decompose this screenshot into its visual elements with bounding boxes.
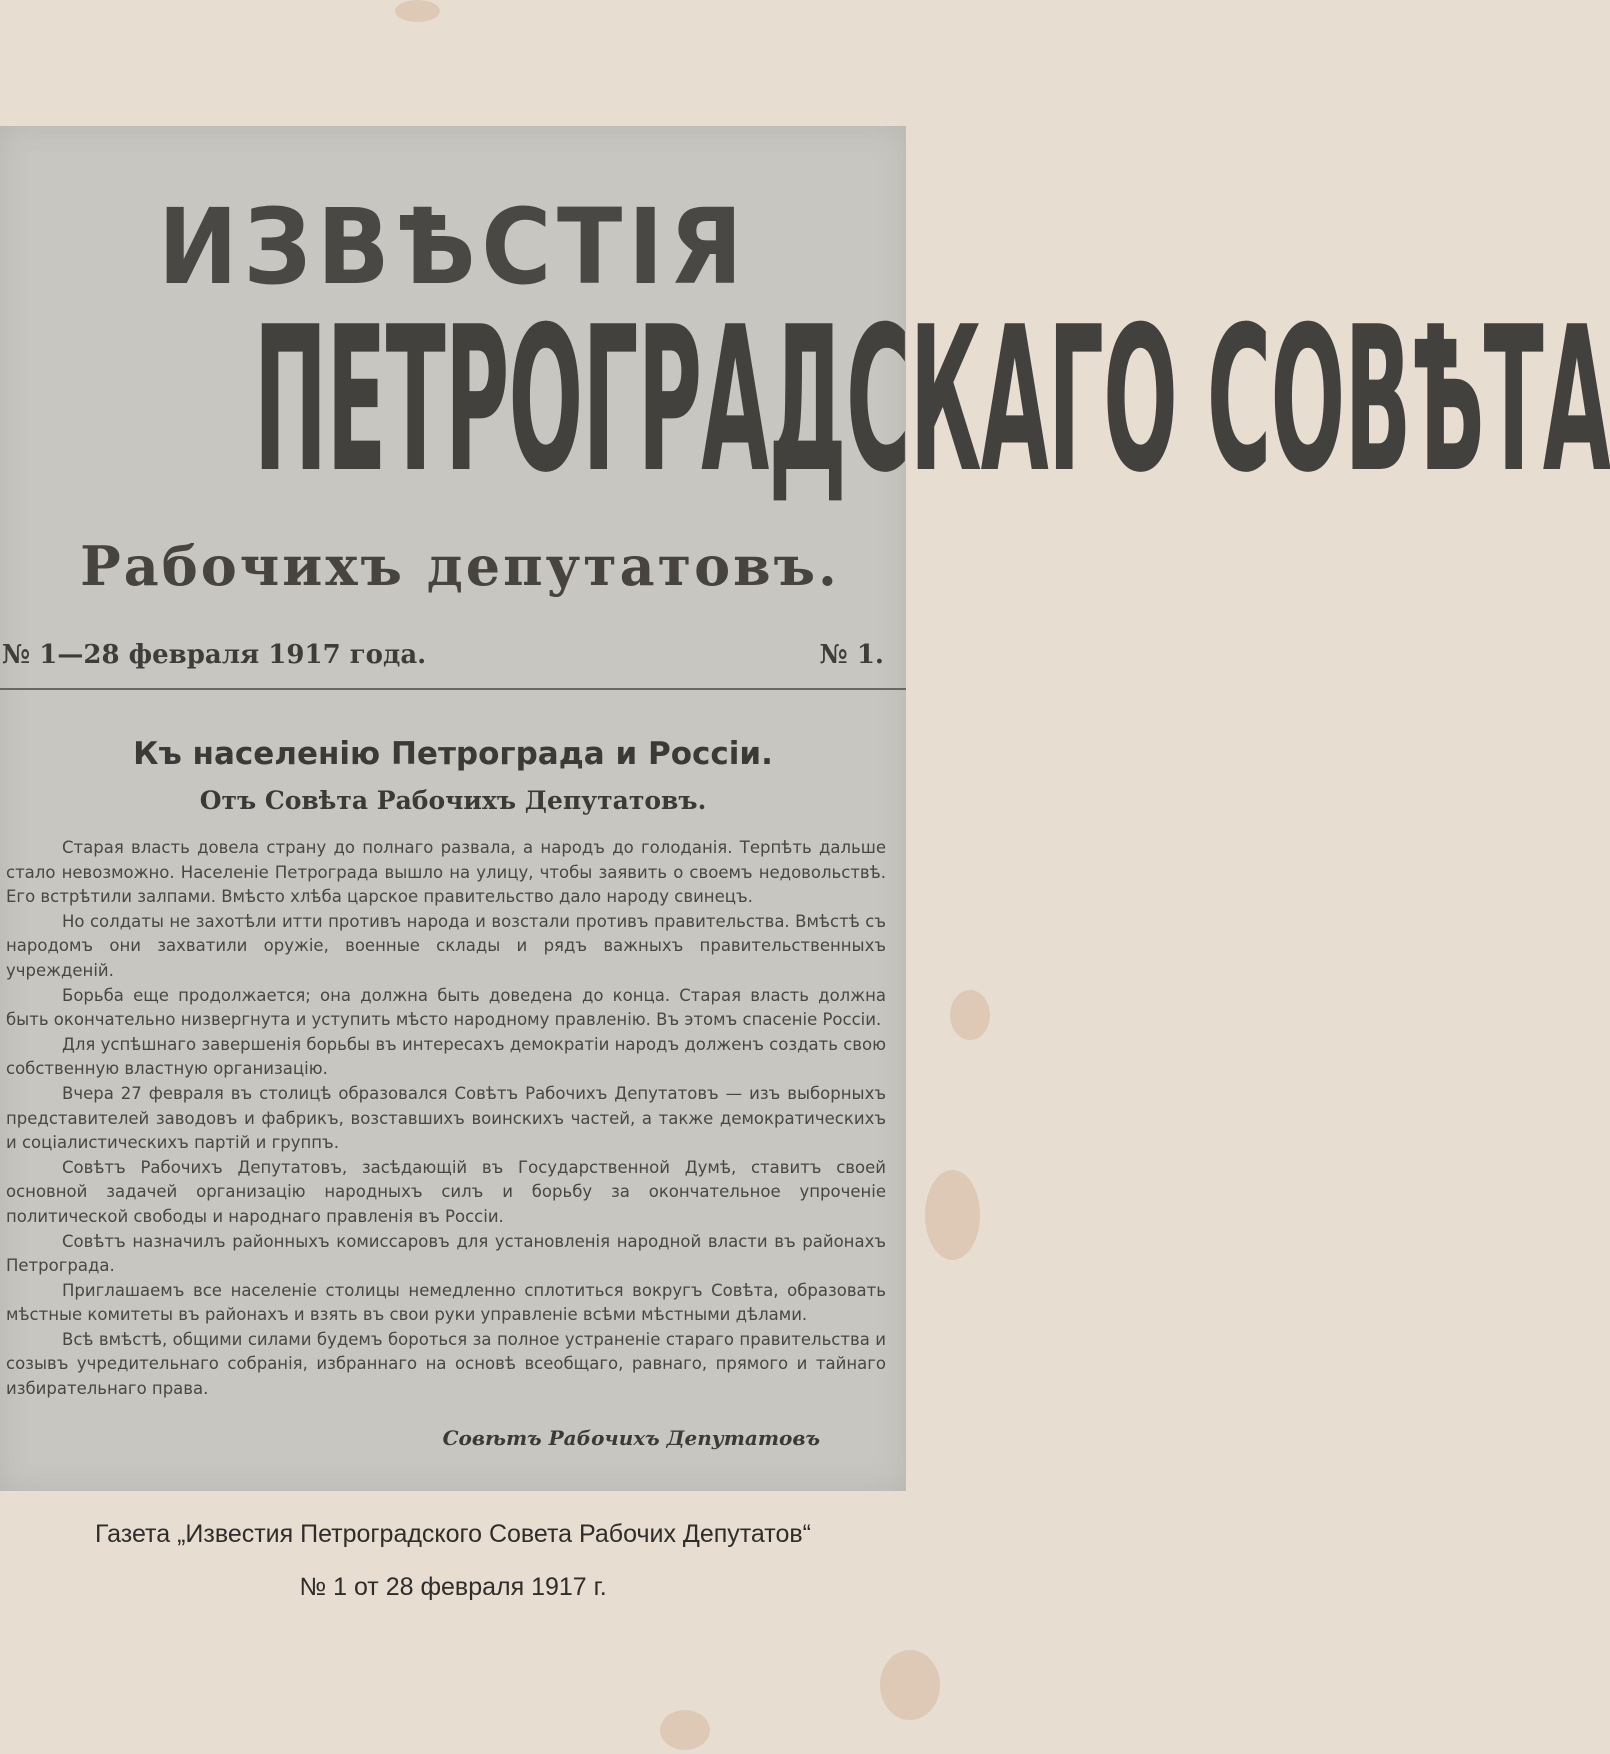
- caption-line2: № 1 от 28 февраля 1917 г.: [299, 1573, 607, 1601]
- paper-stain: [660, 1710, 710, 1750]
- masthead-title-line3: Рабочихъ депутатовъ.: [80, 534, 840, 598]
- masthead-title-line2: ПЕТРОГРАДСКАГО СОВѢТА: [253, 284, 1610, 517]
- paper-stain: [950, 990, 990, 1040]
- article-body: [6, 836, 886, 1402]
- article-paragraph: Приглашаемъ все населеніе столицы немедленно сплотиться вокругъ Совѣта, образовать мѣстные комитеты въ районахъ и взять въ свои руки управленіе всѣми мѣстными дѣлами.: [6, 1280, 886, 1325]
- newspaper-leaflet: [0, 126, 1610, 1491]
- article-paragraph: Совѣтъ Рабочихъ Депутатовъ, засѣдающій въ Государственной Думѣ, ставитъ своей основной задачей организацію народныхъ силъ и борьбу за окончательное упроченіе политической свободы и народнаго правленія въ Россіи.: [6, 1157, 886, 1226]
- caption-line1: Газета „Известия Петроградского Совета Рабочих Депутатов“: [95, 1520, 811, 1548]
- paper-stain: [395, 0, 440, 22]
- masthead-divider: [0, 688, 906, 690]
- article-headline: Къ населенію Петрограда и Россіи.: [133, 736, 773, 772]
- paper-stain: [880, 1650, 940, 1720]
- article-paragraph: Для успѣшнаго завершенія борьбы въ интересахъ демократіи народъ долженъ создать свою собственную властную организацію.: [6, 1034, 886, 1079]
- paper-stain: [925, 1170, 980, 1260]
- article-paragraph: Борьба еще продолжается; она должна быть доведена до конца. Старая власть должна быть окончательно низвергнута и уступить мѣсто народному правленію. Въ этомъ спасеніе Россіи.: [6, 985, 886, 1030]
- article-paragraph: Но солдаты не захотѣли итти противъ народа и возстали противъ правительства. Вмѣстѣ съ народомъ они захватили оружіе, военные склады и рядъ важныхъ правительственныхъ учрежденій.: [6, 911, 886, 980]
- article-signature: Совѣтъ Рабочихъ Депутатовъ: [442, 1426, 820, 1450]
- article-subheadline: Отъ Совѣта Рабочихъ Депутатовъ.: [199, 786, 707, 815]
- article-paragraph: Старая власть довела страну до полнаго развала, а народъ до голоданія. Терпѣть дальше стало невозможно. Населеніе Петрограда вышло на улицу, чтобы заявить о своемъ недовольствѣ. Его встрѣтили залпами. Вмѣсто хлѣба царское правительство дало народу свинецъ.: [6, 838, 886, 907]
- issue-number: № 1.: [819, 640, 884, 670]
- article-paragraph: Вчера 27 февраля въ столицѣ образовался Совѣтъ Рабочихъ Депутатовъ — изъ выборныхъ представителей заводовъ и фабрикъ, возставшихъ воинскихъ частей, а также демократическихъ и соціалистическихъ партій и группъ.: [6, 1083, 886, 1153]
- article-paragraph: Совѣтъ назначилъ районныхъ комиссаровъ для установленія народной власти въ районахъ Петрограда.: [6, 1231, 886, 1276]
- article-paragraph: Всѣ вмѣстѣ, общими силами будемъ бороться за полное устраненіе стараго правительства и созывъ учредительнаго собранія, избраннаго на основѣ всеобщаго, равнаго, прямого и тайнаго избирательнаго права.: [6, 1329, 886, 1399]
- masthead-title-line1: ИЗВѢСТІЯ: [157, 186, 749, 308]
- issue-date: № 1—28 февраля 1917 года.: [2, 640, 427, 670]
